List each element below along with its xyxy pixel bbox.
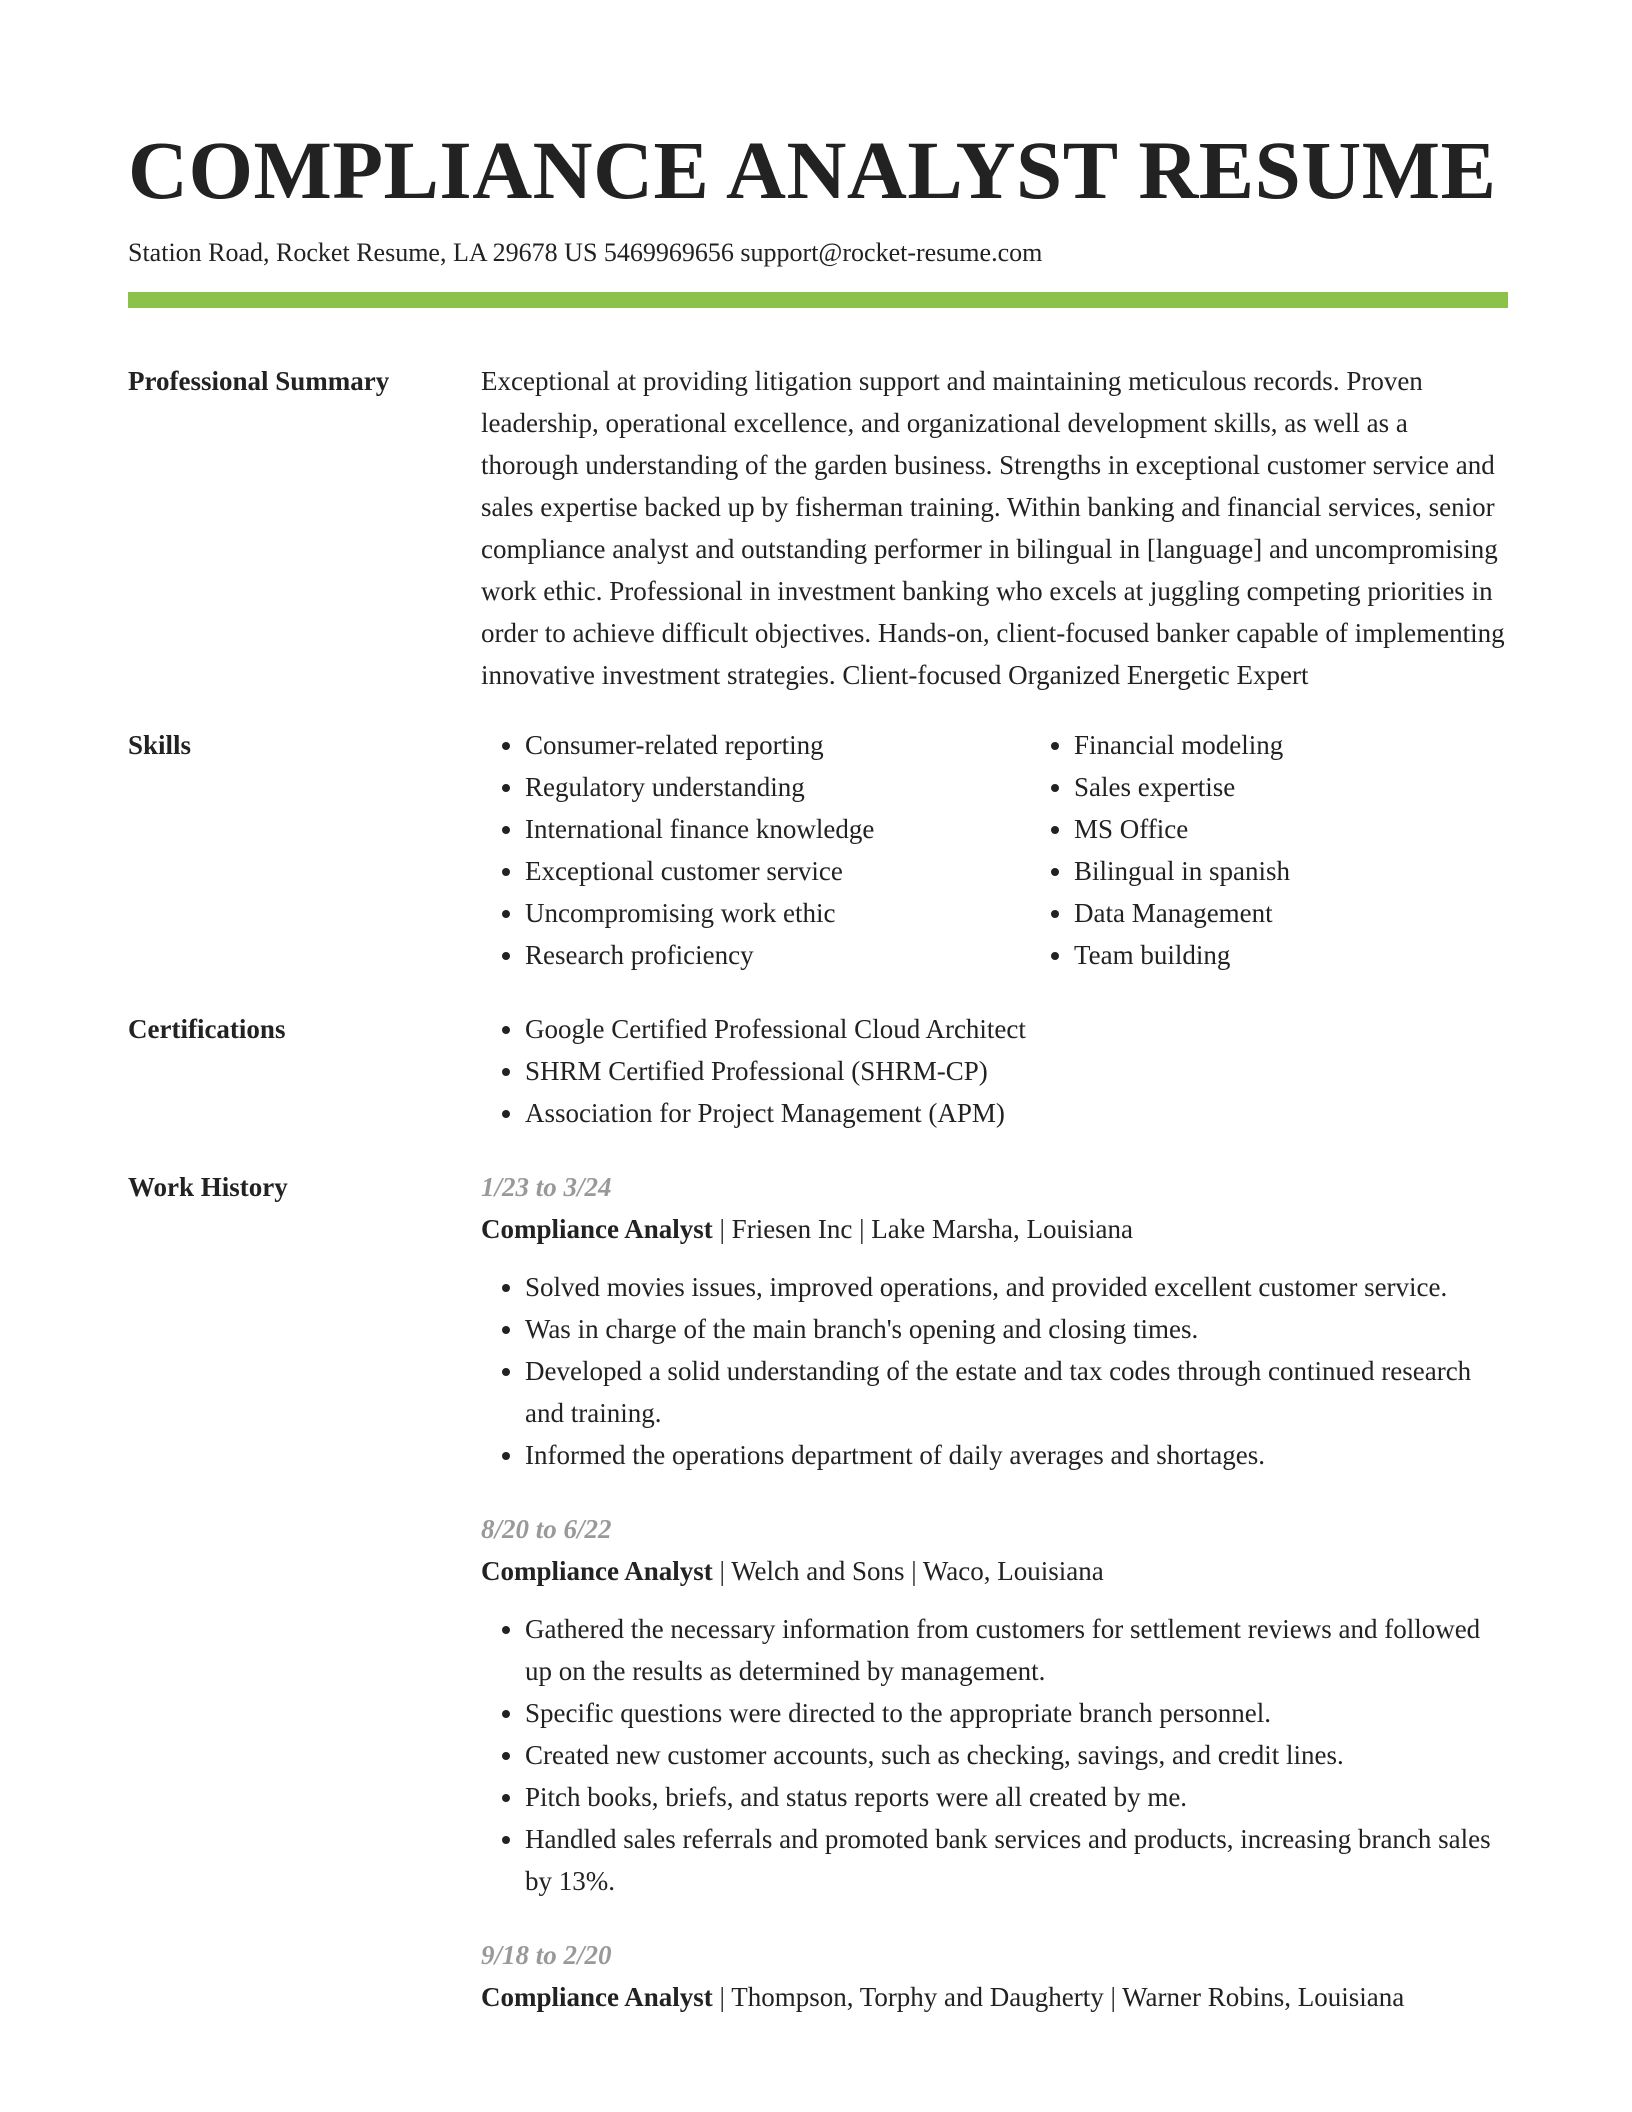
skill-item: • Regulatory understanding: [525, 766, 1030, 808]
certification-item: • Google Certified Professional Cloud Architect: [525, 1008, 1508, 1050]
job-bullet: • Pitch books, briefs, and status reports were all created by me.: [525, 1776, 1508, 1818]
job-heading: [481, 1550, 1508, 1592]
job-title: Compliance Analyst: [481, 1982, 713, 2012]
resume-page: [128, 120, 1508, 2050]
job-entry: [481, 1508, 1508, 1902]
summary-content: [481, 360, 1508, 696]
job-bullet: • Informed the operations department of daily averages and shortages.: [525, 1434, 1508, 1476]
certifications-section: [128, 1008, 1508, 1134]
skill-item: • Uncompromising work ethic: [525, 892, 1030, 934]
skill-item: • Consumer-related reporting: [525, 724, 1030, 766]
skill-item: • Bilingual in spanish: [1074, 850, 1579, 892]
job-entry: [481, 1166, 1508, 1476]
job-bullets: [481, 1608, 1508, 1902]
job-details: | Thompson, Torphy and Daugherty | Warner Robins, Louisiana: [712, 1982, 1405, 2012]
skills-list-left: [481, 724, 1030, 976]
job-heading: [481, 1208, 1508, 1250]
job-dates: 8/20 to 6/22: [481, 1514, 612, 1544]
job-details: | Welch and Sons | Waco, Louisiana: [712, 1556, 1104, 1586]
job-entry: [481, 1934, 1508, 2018]
job-bullet: • Specific questions were directed to the appropriate branch personnel.: [525, 1692, 1508, 1734]
job-bullet: • Handled sales referrals and promoted bank services and products, increasing branch sales by 13%.: [525, 1818, 1508, 1902]
work-history-section: [128, 1166, 1508, 2050]
certifications-list: [481, 1008, 1508, 1134]
skill-item: • Sales expertise: [1074, 766, 1579, 808]
certifications-content: [481, 1008, 1508, 1134]
skills-list-right: [1030, 724, 1579, 976]
job-bullet: • Created new customer accounts, such as checking, savings, and credit lines.: [525, 1734, 1508, 1776]
skill-item: • Team building: [1074, 934, 1579, 976]
job-bullet: • Developed a solid understanding of the estate and tax codes through continued research and training.: [525, 1350, 1508, 1434]
summary-heading: Professional Summary: [128, 366, 390, 396]
accent-divider: [128, 292, 1508, 308]
job-dates: 1/23 to 3/24: [481, 1172, 612, 1202]
work-history-heading: Work History: [128, 1172, 288, 1202]
skills-section: [128, 724, 1508, 976]
job-bullet: • Was in charge of the main branch's opening and closing times.: [525, 1308, 1508, 1350]
summary-text: Exceptional at providing litigation support and maintaining meticulous records. Proven leadership, operational excellence, and organizational development skills, as well as a thorough understanding of the garden business. Strengths in exceptional customer service and sales expertise backed up by fisherman training. Within banking and financial services, senior compliance analyst and outstanding performer in bilingual in [language] and uncompromising work ethic. Professional in investment banking who excels at juggling competing priorities in order to achieve difficult objectives. Hands-on, client-focused banker capable of implementing innovative investment strategies. Client-focused Organized Energetic Expert: [481, 366, 1505, 690]
job-dates: 9/18 to 2/20: [481, 1940, 612, 1970]
skill-item: • Data Management: [1074, 892, 1579, 934]
job-heading: [481, 1976, 1508, 2018]
certifications-heading: Certifications: [128, 1014, 286, 1044]
skills-content: [481, 724, 1508, 976]
job-details: | Friesen Inc | Lake Marsha, Louisiana: [712, 1214, 1133, 1244]
skill-item: • Financial modeling: [1074, 724, 1579, 766]
skill-item: • MS Office: [1074, 808, 1579, 850]
contact-line: Station Road, Rocket Resume, LA 29678 US 5469969656 support@rocket-resume.com: [128, 238, 1043, 267]
job-title: Compliance Analyst: [481, 1556, 713, 1586]
summary-section: [128, 360, 1508, 696]
skills-heading: Skills: [128, 730, 192, 760]
certification-item: • Association for Project Management (APM): [525, 1092, 1508, 1134]
skill-item: • Exceptional customer service: [525, 850, 1030, 892]
job-bullet: • Gathered the necessary information from customers for settlement reviews and followed up on the results as determined by management.: [525, 1608, 1508, 1692]
skill-item: • International finance knowledge: [525, 808, 1030, 850]
work-history-content: [481, 1166, 1508, 2050]
resume-title: COMPLIANCE ANALYST RESUME: [128, 124, 1497, 216]
job-title: Compliance Analyst: [481, 1214, 713, 1244]
skill-item: • Research proficiency: [525, 934, 1030, 976]
job-bullets: [481, 1266, 1508, 1476]
certification-item: • SHRM Certified Professional (SHRM-CP): [525, 1050, 1508, 1092]
job-bullet: • Solved movies issues, improved operations, and provided excellent customer service.: [525, 1266, 1508, 1308]
